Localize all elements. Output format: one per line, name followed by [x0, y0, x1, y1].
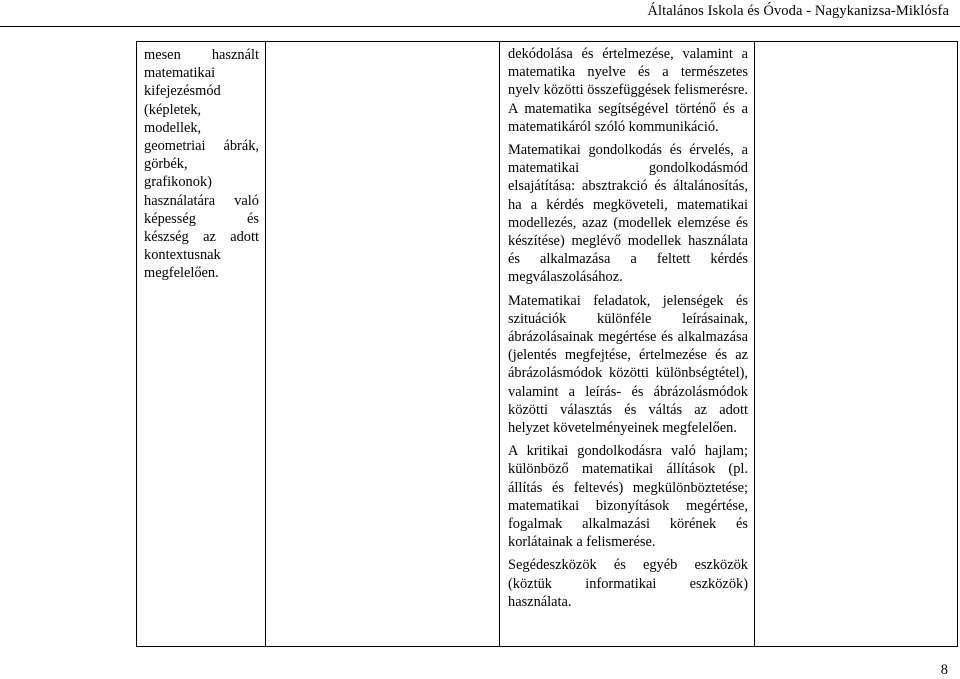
table-cell-col2	[266, 42, 500, 647]
table-cell-col4	[755, 42, 958, 647]
col3-paragraph: Matematikai feladatok, jelenségek és szituációk különféle leírásainak, ábrázolásainak megértése és alkalmazása (jelentés megfejtése, értelmezése és az ábrázolásmódok közötti különbségtétel), valamint a leírás- és ábrázolásmódok közötti választás és váltás az adott helyzet követelményeinek megfelelően.	[508, 292, 748, 437]
col3-paragraph: A kritikai gondolkodásra való hajlam; különböző matematikai állítások (pl. állítás és feltevés) megkülönböztetése; matematikai bizonyítások megértése, fogalmak alkalmazási körének és korlátainak a felismerése.	[508, 443, 748, 551]
col1-text: mesen használt matematikai kifejezésmód (képletek, modellek, geometriai ábrák, görbék, grafikonok) használatára való képesség és készség az adott kontextusnak megfelelően.	[144, 47, 259, 282]
header-rule	[0, 26, 960, 27]
col3-paragraph: dekódolása és értelmezése, valamint a matematika nyelve és a természetes nyelv közötti összefüggések felismerésre. A matematika segítségével történő és a matematikáról szóló kommunikáció.	[508, 46, 748, 135]
col3-paragraph: Segédeszközök és egyéb eszközök (köztük informatikai eszközök) használata.	[508, 557, 748, 610]
page-number: 8	[940, 662, 948, 678]
table-row	[137, 42, 958, 647]
col3-text-block	[500, 42, 754, 611]
table-cell-col1	[137, 42, 266, 647]
table-cell-col3	[500, 42, 755, 647]
running-header: Általános Iskola és Óvoda - Nagykanizsa-Miklósfa	[647, 3, 949, 19]
col3-paragraph: Matematikai gondolkodás és érvelés, a matematikai gondolkodásmód elsajátítása: absztrakció és általánosítás, ha a kérdés megköveteli, matematikai modellezés, azaz (modellek elemzése és készítése) meglévő modellek használata és alkalmazása a feltett kérdés megválaszolásához.	[508, 142, 748, 286]
competency-table	[136, 41, 958, 647]
